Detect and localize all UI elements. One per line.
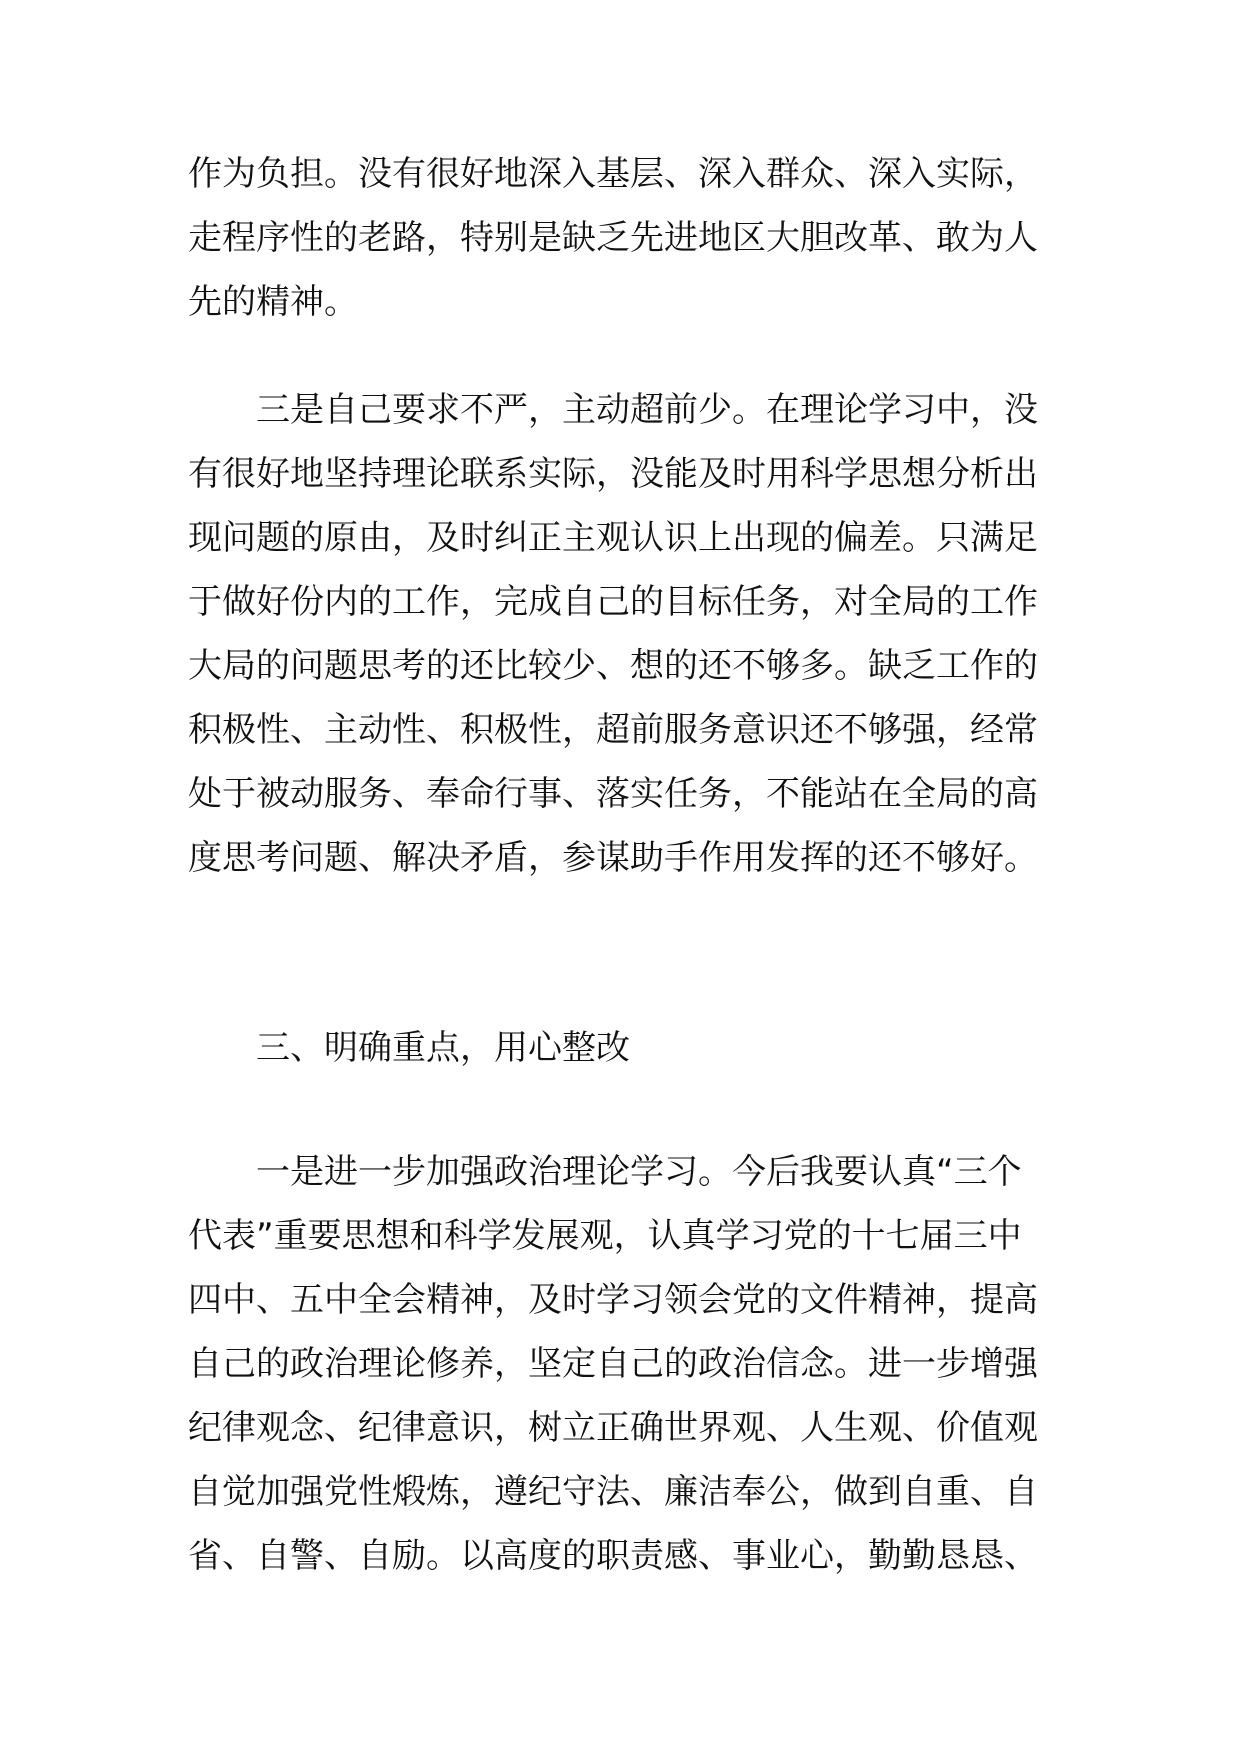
paragraph-self-requirement (188, 378, 1188, 890)
text-line: 走程序性的老路，特别是缺乏先进地区大胆改革、敢为人 (188, 218, 1038, 258)
text-line: 代表”重要思想和科学发展观，认真学习党的十七届三中 (188, 1216, 1022, 1256)
text-line: 作为负担。没有很好地深入基层、深入群众、深入实际， (188, 154, 1038, 194)
text-line: 先的精神。 (188, 282, 358, 322)
text-line: 自己的政治理论修养，坚定自己的政治信念。进一步增强 (188, 1344, 1038, 1384)
text-line: 自觉加强党性煅炼，遵纪守法、廉洁奉公，做到自重、自 (188, 1472, 1038, 1512)
text-line: 现问题的原由，及时纠正主观认识上出现的偏差。只满足 (188, 518, 1038, 558)
text-line: 大局的问题思考的还比较少、想的还不够多。缺乏工作的 (188, 646, 1038, 686)
paragraph-continuation (188, 142, 1188, 334)
section-heading-text: 三、明确重点，用心整改 (256, 1028, 630, 1068)
text-line: 度思考问题、解决矛盾，参谋助手作用发挥的还不够好。 (188, 838, 1038, 878)
text-line: 三是自己要求不严，主动超前少。在理论学习中，没 (256, 390, 1038, 430)
text-line: 纪律观念、纪律意识，树立正确世界观、人生观、价值观 (188, 1408, 1038, 1448)
text-line: 有很好地坚持理论联系实际，没能及时用科学思想分析出 (188, 454, 1038, 494)
section-heading (188, 1016, 1188, 1080)
text-line: 省、自警、自励。以高度的职责感、事业心，勤勤恳恳、 (188, 1536, 1038, 1576)
text-line: 于做好份内的工作，完成自己的目标任务，对全局的工作 (188, 582, 1038, 622)
text-line: 积极性、主动性、积极性，超前服务意识还不够强，经常 (188, 710, 1038, 750)
text-line: 一是进一步加强政治理论学习。今后我要认真“三个 (256, 1152, 1022, 1192)
text-line: 四中、五中全会精神，及时学习领会党的文件精神，提高 (188, 1280, 1038, 1320)
paragraph-political-study (188, 1140, 1188, 1588)
text-line: 处于被动服务、奉命行事、落实任务，不能站在全局的高 (188, 774, 1038, 814)
